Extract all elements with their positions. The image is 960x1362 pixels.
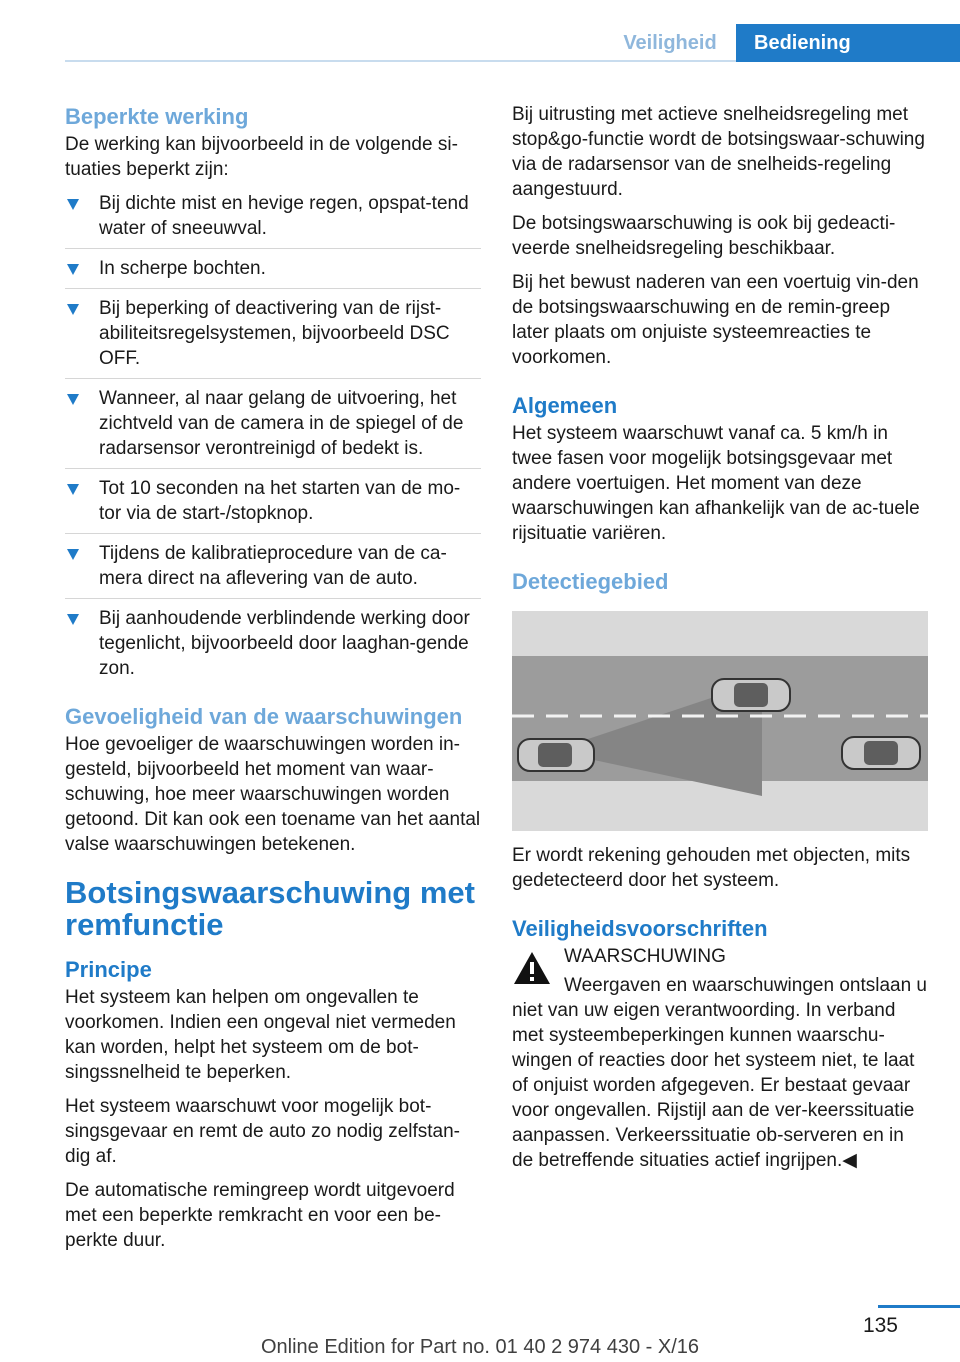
- car-front-icon: [712, 679, 790, 711]
- warning-triangle-icon: [512, 950, 552, 986]
- paragraph: Hoe gevoeliger de waarschuwingen worden in-gesteld, bijvoorbeeld het moment van waar-schuwing, hoe meer waarschuwingen worden getoond. Dit kan ook een toename van het aantal valse waarschuwingen betekenen.: [65, 734, 481, 855]
- list-item: Tijdens de kalibratieprocedure van de ca-mera direct na aflevering van de auto.: [65, 541, 481, 599]
- edition-footer: Online Edition for Part no. 01 40 2 974 430 - X/16: [260, 1336, 700, 1358]
- car-own-icon: [518, 739, 594, 771]
- triangle-bullet-icon: [67, 484, 79, 495]
- list-item: In scherpe bochten.: [65, 256, 481, 289]
- tab-bediening[interactable]: Bediening: [736, 24, 960, 62]
- heading-beperkte-werking: Beperkte werking: [65, 104, 249, 129]
- paragraph: Er wordt rekening gehouden met objecten, mits gedetecteerd door het systeem.: [512, 845, 911, 891]
- heading-gevoeligheid: Gevoeligheid van de waarschuwingen: [65, 704, 463, 729]
- detection-area-illustration: [512, 611, 928, 831]
- car-oncoming-icon: [842, 737, 920, 769]
- triangle-bullet-icon: [67, 614, 79, 625]
- limitation-list: [65, 191, 481, 688]
- detection-area-svg: [512, 611, 928, 831]
- heading-detectiegebied: Detectiegebied: [512, 569, 669, 594]
- paragraph: Bij het bewust naderen van een voertuig vin-den de botsingswaarschuwing en de remin-greep later plaats om onjuiste systeemreacties te voorkomen.: [512, 272, 919, 368]
- heading-principe: Principe: [65, 957, 152, 982]
- list-item: Bij dichte mist en hevige regen, opspat-tend water of sneeuwval.: [65, 191, 481, 249]
- heading-veiligheidsvoorschriften: Veiligheidsvoorschriften: [512, 916, 768, 941]
- list-item: Tot 10 seconden na het starten van de mo-tor via de start-/stopknop.: [65, 476, 481, 534]
- paragraph: De botsingswaarschuwing is ook bij gedeacti-veerde snelheidsregeling beschikbaar.: [512, 213, 896, 259]
- list-item: Wanneer, al naar gelang de uitvoering, het zichtveld van de camera in de spiegel of de radarsensor verontreinigd of bedekt is.: [65, 386, 481, 469]
- section-title: Botsingswaarschuwing met remfunctie: [65, 875, 475, 942]
- warning-text: Weergaven en waarschuwingen ontslaan u niet van uw eigen verantwoording. In verband met systeembeperkingen kunnen waarschu-wingen of reacties door het systeem niet, te laat of onjuist worden afgegeven. Er bestaat gevaar voor ongevallen. Rijstijl aan de ver-keerssituatie aanpassen. Verkeerssituatie ob-serveren en in de betreffende situaties actief ingrijpen.◀: [512, 975, 927, 1171]
- list-item: Bij beperking of deactivering van de rijst-abiliteitsregelsystemen, bijvoorbeeld DSC OFF.: [65, 296, 481, 379]
- paragraph: Het systeem waarschuwt voor mogelijk bot-singsgevaar en remt de auto zo nodig zelfstan-dig af.: [65, 1096, 461, 1167]
- footer-rule: [878, 1305, 960, 1308]
- right-column: [512, 102, 930, 1173]
- paragraph: De automatische remingreep wordt uitgevoerd met een beperkte remkracht en voor een be-perkte duur.: [65, 1180, 455, 1251]
- paragraph: De werking kan bijvoorbeeld in de volgende si-tuaties beperkt zijn:: [65, 134, 458, 180]
- paragraph: Bij uitrusting met actieve snelheidsregeling met stop&go-functie wordt de botsingswaar-schuwing via de radarsensor van de snelheids-regeling aangestuurd.: [512, 104, 925, 200]
- triangle-bullet-icon: [67, 304, 79, 315]
- triangle-bullet-icon: [67, 199, 79, 210]
- tab-veiligheid[interactable]: Veiligheid: [623, 32, 717, 54]
- page-number: 135: [862, 1314, 898, 1337]
- warning-title: WAARSCHUWING: [564, 946, 726, 967]
- heading-algemeen: Algemeen: [512, 393, 618, 418]
- left-column: [65, 102, 481, 1262]
- triangle-bullet-icon: [67, 264, 79, 275]
- triangle-bullet-icon: [67, 394, 79, 405]
- triangle-bullet-icon: [67, 549, 79, 560]
- warning-box: [512, 944, 930, 969]
- paragraph: Het systeem kan helpen om ongevallen te voorkomen. Indien een ongeval niet vermeden kan worden, helpt het systeem om de bot-singssnelheid te beperken.: [65, 987, 456, 1083]
- paragraph: Het systeem waarschuwt vanaf ca. 5 km/h in twee fasen voor mogelijk botsingsgevaar met andere voertuigen. Het moment van deze waarschuwingen kan afhankelijk van de ac-tuele rijsituatie variëren.: [512, 423, 920, 544]
- list-item: Bij aanhoudende verblindende werking door tegenlicht, bijvoorbeeld door laaghan-gende zon.: [65, 606, 481, 688]
